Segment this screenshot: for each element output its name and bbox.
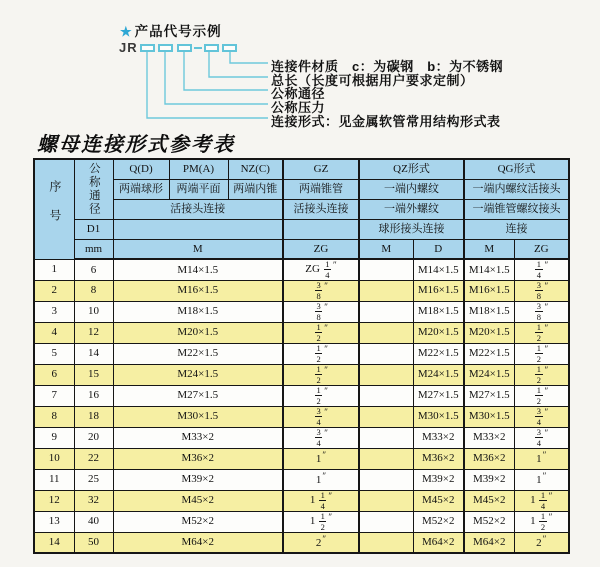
label-material: 连接件材质 c：为碳钢 b：为不锈钢: [271, 59, 504, 74]
table-title: 螺母连接形式参考表: [37, 134, 235, 156]
cell-qz-d: M22×1.5: [413, 343, 464, 364]
header-blank-1: [113, 219, 283, 239]
table-row: [34, 301, 569, 322]
cell-m: M14×1.5: [113, 259, 283, 280]
cell-dn: 6: [74, 259, 113, 280]
header-nzc: NZ(C): [228, 159, 283, 179]
cell-qg-zg: 1 $\frac{1}{2}$ ″: [514, 511, 569, 532]
header-qz-m: M: [359, 239, 413, 259]
cell-m: M18×1.5: [113, 301, 283, 322]
cell-m: M39×2: [113, 469, 283, 490]
header-gz-sub: 两端锥管: [283, 179, 359, 199]
cell-dn: 20: [74, 427, 113, 448]
cell-no: 5: [34, 343, 74, 364]
cell-qz-m: [359, 364, 413, 385]
cell-qg-m: M33×2: [464, 427, 514, 448]
cell-qz-m: [359, 322, 413, 343]
table-row: [34, 364, 569, 385]
header-qd-sub: 两端球形: [113, 179, 169, 199]
cell-gz: $\frac{1}{2}$ ″: [283, 364, 359, 385]
cell-gz: ZG $\frac{1}{4}$ ″: [283, 259, 359, 280]
cell-no: 10: [34, 448, 74, 469]
cell-qg-m: M64×2: [464, 532, 514, 553]
cell-qz-m: [359, 280, 413, 301]
diagram-title-text: 产品代号示例: [134, 24, 222, 39]
product-code-prefix: JR: [119, 40, 138, 55]
cell-qg-m: M14×1.5: [464, 259, 514, 280]
cell-qg-zg: $\frac{1}{2}$ ″: [514, 322, 569, 343]
cell-qg-zg: $\frac{3}{4}$ ″: [514, 427, 569, 448]
cell-gz: 1″: [283, 469, 359, 490]
star-icon: ★: [120, 24, 133, 39]
cell-qg-zg: $\frac{1}{4}$ ″: [514, 259, 569, 280]
code-box-4: [204, 44, 219, 52]
cell-no: 8: [34, 406, 74, 427]
cell-qg-m: M39×2: [464, 469, 514, 490]
cell-qz-m: [359, 448, 413, 469]
cell-gz: $\frac{3}{4}$ ″: [283, 427, 359, 448]
cell-dn: 16: [74, 385, 113, 406]
cell-gz: $\frac{1}{2}$ ″: [283, 322, 359, 343]
cell-m: M30×1.5: [113, 406, 283, 427]
cell-no: 14: [34, 532, 74, 553]
label-nominal-pressure: 公称压力: [271, 100, 326, 115]
cell-qg-m: M30×1.5: [464, 406, 514, 427]
cell-no: 4: [34, 322, 74, 343]
table-body: [34, 259, 569, 553]
table-row: [34, 280, 569, 301]
header-gz: GZ: [283, 159, 359, 179]
cell-gz: 2″: [283, 532, 359, 553]
cell-qg-zg: $\frac{1}{2}$ ″: [514, 385, 569, 406]
header-qz-form: QZ形式: [359, 159, 464, 179]
cell-qg-m: M24×1.5: [464, 364, 514, 385]
cell-m: M36×2: [113, 448, 283, 469]
cell-qz-d: M18×1.5: [413, 301, 464, 322]
cell-qz-d: M36×2: [413, 448, 464, 469]
cell-qz-m: [359, 469, 413, 490]
cell-qg-zg: $\frac{3}{4}$ ″: [514, 406, 569, 427]
table-row: [34, 469, 569, 490]
cell-qz-d: M24×1.5: [413, 364, 464, 385]
cell-m: M24×1.5: [113, 364, 283, 385]
header-qg-sub2: 一端锥管螺纹接头: [464, 199, 569, 219]
cell-dn: 15: [74, 364, 113, 385]
cell-no: 11: [34, 469, 74, 490]
cell-gz: 1″: [283, 448, 359, 469]
header-m: M: [113, 239, 283, 259]
cell-qz-d: M27×1.5: [413, 385, 464, 406]
header-gz-join: 活接头连接: [283, 199, 359, 219]
table-row: [34, 259, 569, 280]
header-qg-m: M: [464, 239, 514, 259]
table-row: [34, 448, 569, 469]
cell-qg-zg: 1″: [514, 448, 569, 469]
cell-no: 13: [34, 511, 74, 532]
cell-qz-m: [359, 259, 413, 280]
cell-qg-zg: $\frac{1}{2}$ ″: [514, 343, 569, 364]
cell-qg-zg: $\frac{1}{2}$ ″: [514, 364, 569, 385]
header-nominal-diameter: 公称通径: [74, 159, 113, 219]
cell-qg-m: M16×1.5: [464, 280, 514, 301]
cell-qz-d: M39×2: [413, 469, 464, 490]
cell-no: 7: [34, 385, 74, 406]
cell-qz-m: [359, 301, 413, 322]
cell-m: M22×1.5: [113, 343, 283, 364]
cell-qg-m: M45×2: [464, 490, 514, 511]
cell-qg-zg: $\frac{3}{8}$ ″: [514, 301, 569, 322]
cell-qz-m: [359, 427, 413, 448]
cell-no: 12: [34, 490, 74, 511]
cell-gz: $\frac{3}{8}$ ″: [283, 301, 359, 322]
cell-qz-m: [359, 385, 413, 406]
cell-dn: 18: [74, 406, 113, 427]
cell-qg-m: M18×1.5: [464, 301, 514, 322]
header-nzc-sub: 两端内锥: [228, 179, 283, 199]
header-qz-sub1: 一端内螺纹: [359, 179, 464, 199]
code-box-2: [158, 44, 173, 52]
cell-gz: $\frac{3}{8}$ ″: [283, 280, 359, 301]
cell-no: 1: [34, 259, 74, 280]
cell-qg-zg: 1″: [514, 469, 569, 490]
header-blank-2: [283, 219, 359, 239]
cell-qg-m: M36×2: [464, 448, 514, 469]
header-pma-sub: 两端平面: [169, 179, 228, 199]
cell-gz: $\frac{3}{4}$ ″: [283, 406, 359, 427]
cell-dn: 14: [74, 343, 113, 364]
cell-qz-m: [359, 490, 413, 511]
table-row: [34, 427, 569, 448]
header-qg-form: QG形式: [464, 159, 569, 179]
header-pma: PM(A): [169, 159, 228, 179]
code-box-3: [177, 44, 192, 52]
table-row: [34, 343, 569, 364]
cell-qz-d: M45×2: [413, 490, 464, 511]
header-d1: D1: [74, 219, 113, 239]
header-union-join: 活接头连接: [113, 199, 283, 219]
cell-qg-m: M52×2: [464, 511, 514, 532]
cell-dn: 8: [74, 280, 113, 301]
cell-no: 2: [34, 280, 74, 301]
code-box-1: [140, 44, 155, 52]
table-row: [34, 490, 569, 511]
cell-dn: 22: [74, 448, 113, 469]
cell-m: M27×1.5: [113, 385, 283, 406]
header-qz-sub2: 一端外螺纹: [359, 199, 464, 219]
header-qd: Q(D): [113, 159, 169, 179]
cell-qz-d: M52×2: [413, 511, 464, 532]
diagram-title: [120, 20, 222, 40]
header-qg-zg: ZG: [514, 239, 569, 259]
code-box-5: [222, 44, 237, 52]
cell-qg-m: M20×1.5: [464, 322, 514, 343]
cell-no: 9: [34, 427, 74, 448]
nut-connection-table: [33, 158, 570, 554]
cell-dn: 32: [74, 490, 113, 511]
table-row: [34, 406, 569, 427]
cell-m: M52×2: [113, 511, 283, 532]
label-nominal-diameter: 公称通径: [271, 86, 326, 101]
cell-qz-m: [359, 532, 413, 553]
cell-dn: 50: [74, 532, 113, 553]
cell-dn: 40: [74, 511, 113, 532]
cell-qg-zg: $\frac{3}{8}$ ″: [514, 280, 569, 301]
cell-gz: 1 $\frac{1}{2}$ ″: [283, 511, 359, 532]
cell-qg-m: M27×1.5: [464, 385, 514, 406]
header-qg-join: 连接: [464, 219, 569, 239]
cell-qz-d: M20×1.5: [413, 322, 464, 343]
cell-qz-d: M14×1.5: [413, 259, 464, 280]
cell-qg-zg: 1 $\frac{1}{4}$ ″: [514, 490, 569, 511]
cell-qg-zg: 2″: [514, 532, 569, 553]
table-row: [34, 322, 569, 343]
header-qz-d: D: [413, 239, 464, 259]
header-mm: mm: [74, 239, 113, 259]
cell-gz: $\frac{1}{2}$ ″: [283, 385, 359, 406]
cell-dn: 10: [74, 301, 113, 322]
cell-no: 6: [34, 364, 74, 385]
cell-m: M45×2: [113, 490, 283, 511]
table-row: [34, 385, 569, 406]
cell-qz-d: M30×1.5: [413, 406, 464, 427]
cell-m: M33×2: [113, 427, 283, 448]
cell-m: M16×1.5: [113, 280, 283, 301]
cell-qg-m: M22×1.5: [464, 343, 514, 364]
code-dash: [194, 47, 202, 49]
table-row: [34, 532, 569, 553]
label-total-length: 总长（长度可根据用户要求定制）: [271, 73, 474, 88]
cell-qz-m: [359, 343, 413, 364]
header-qg-sub1: 一端内螺纹活接头: [464, 179, 569, 199]
cell-m: M20×1.5: [113, 322, 283, 343]
cell-qz-d: M33×2: [413, 427, 464, 448]
cell-gz: 1 $\frac{1}{4}$ ″: [283, 490, 359, 511]
header-zg: ZG: [283, 239, 359, 259]
cell-qz-d: M16×1.5: [413, 280, 464, 301]
cell-no: 3: [34, 301, 74, 322]
cell-qz-d: M64×2: [413, 532, 464, 553]
cell-gz: $\frac{1}{2}$ ″: [283, 343, 359, 364]
table-row: [34, 511, 569, 532]
header-serial: 序号: [34, 159, 74, 259]
cell-dn: 25: [74, 469, 113, 490]
label-connection-form: 连接形式：见金属软管常用结构形式表: [271, 114, 501, 129]
header-qz-join: 球形接头连接: [359, 219, 464, 239]
cell-dn: 12: [74, 322, 113, 343]
cell-m: M64×2: [113, 532, 283, 553]
cell-qz-m: [359, 406, 413, 427]
cell-qz-m: [359, 511, 413, 532]
